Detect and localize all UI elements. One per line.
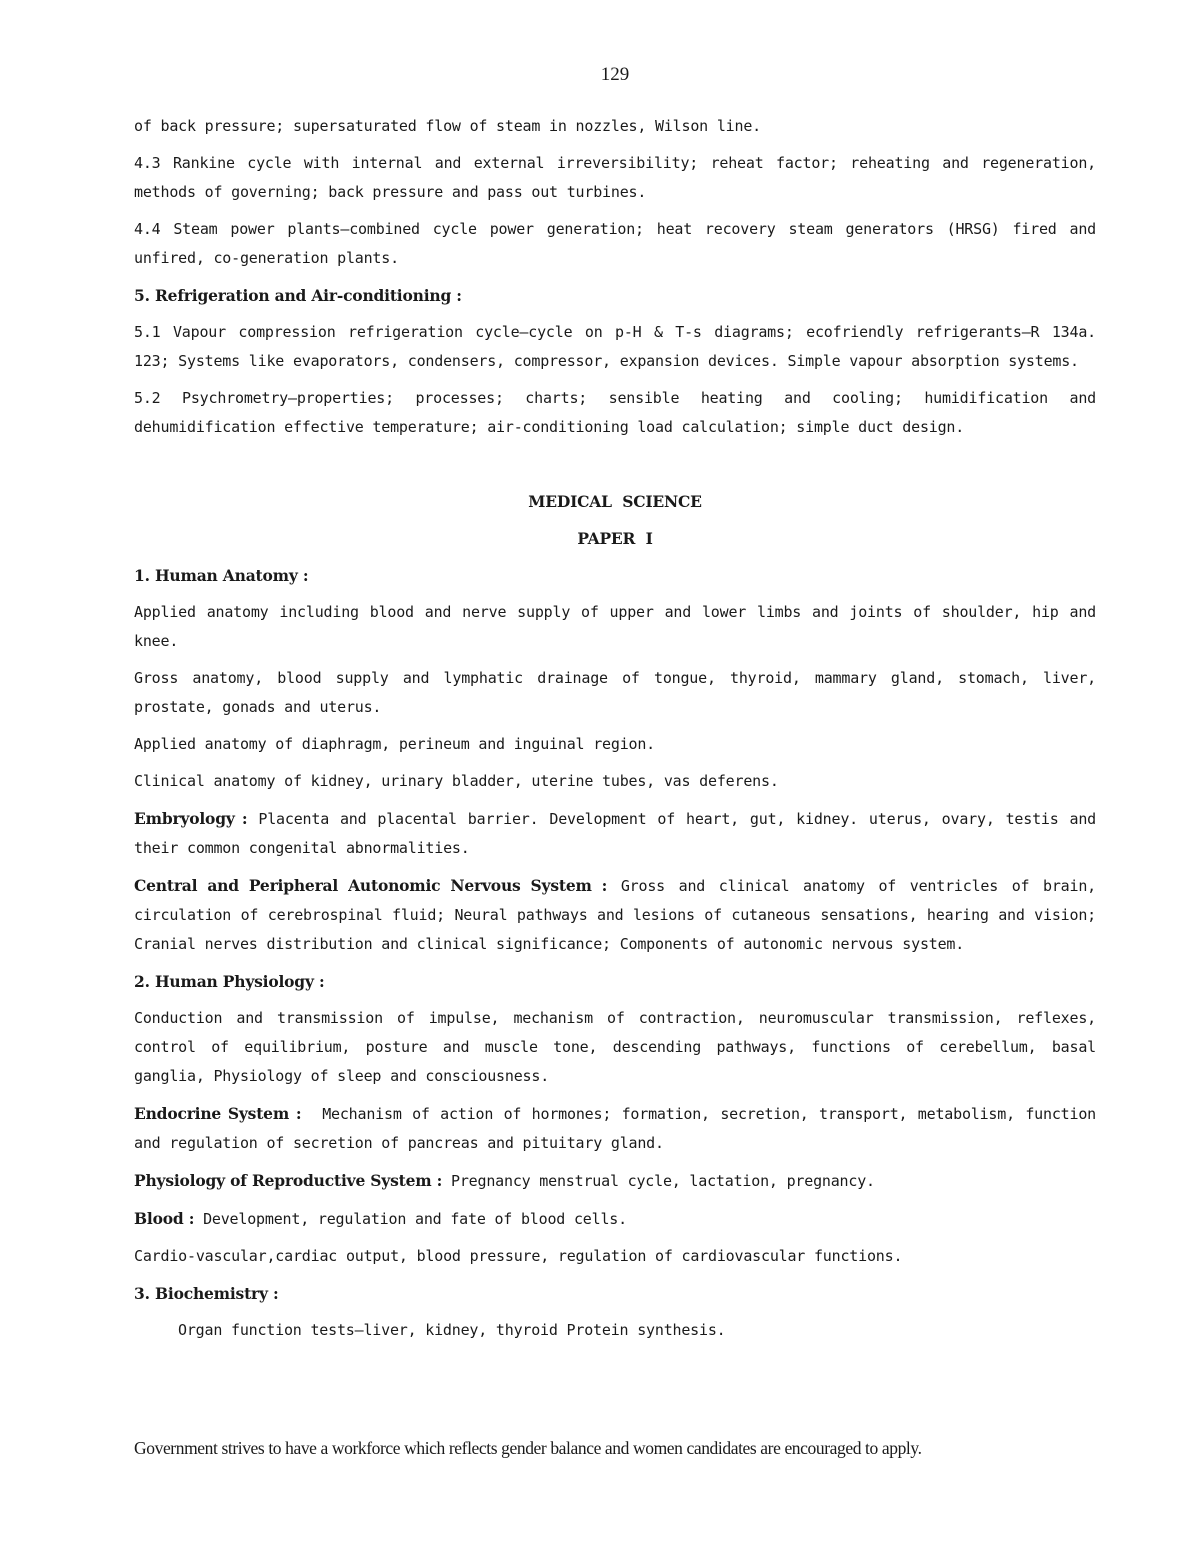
- page-content: [134, 112, 1105, 1353]
- section4-3-paragraph: 4.3 Rankine cycle with internal and external irreversibility; reheat factor; reheating and regeneration, methods of governing; back pressure and pass out turbines.: [134, 154, 1096, 201]
- human-physiology-heading: 2. Human Physiology :: [134, 972, 325, 991]
- section-gap: [134, 450, 1096, 487]
- blood-paragraph: [134, 1204, 1096, 1234]
- page-number: 129: [600, 64, 630, 85]
- endocrine-text: Mechanism of action of hormones; formation, secretion, transport, metabolism, function and regulation of secretion of pancreas and pituitary gland.: [134, 1105, 1105, 1152]
- section5-heading: 5. Refrigeration and Air-conditioning :: [134, 286, 462, 305]
- anatomy-paragraph-2: Gross anatomy, blood supply and lymphatic drainage of tongue, thyroid, mammary gland, stomach, liver, prostate, gonads and uterus.: [134, 669, 1096, 716]
- section5-2-paragraph: 5.2 Psychrometry—properties; processes; charts; sensible heating and cooling; humidification and dehumidification effective temperature; air-conditioning load calculation; simple duct design.: [134, 389, 1096, 436]
- blood-label: Blood :: [134, 1209, 195, 1228]
- footer-note: Government strives to have a workforce which reflects gender balance and women candidates are encouraged to apply.: [134, 1438, 922, 1458]
- embryology-text: Placenta and placental barrier. Development of heart, gut, kidney. uterus, ovary, testis and their common congenital abnormalities.: [134, 810, 1096, 857]
- human-anatomy-heading: 1. Human Anatomy :: [134, 566, 309, 585]
- reproductive-label: Physiology of Reproductive System :: [134, 1171, 443, 1190]
- section4-4-paragraph: 4.4 Steam power plants—combined cycle power generation; heat recovery steam generators (HRSG) fired and unfired, co-generation plants.: [134, 220, 1096, 267]
- cns-label: Central and Peripheral Autonomic Nervous System :: [134, 876, 608, 895]
- reproductive-paragraph: [134, 1166, 1096, 1196]
- physiology-paragraph-1: Conduction and transmission of impulse, mechanism of contraction, neuromuscular transmission, reflexes, control of equilibrium, posture and muscle tone, descending pathways, functions of cerebellum, basal ganglia, Physiology of sleep and consciousness.: [134, 1009, 1096, 1085]
- medical-science-title: MEDICAL SCIENCE: [528, 492, 702, 511]
- biochemistry-paragraph: Organ function tests—liver, kidney, thyroid Protein synthesis.: [178, 1321, 726, 1339]
- cardio-paragraph: Cardio-vascular,cardiac output, blood pressure, regulation of cardiovascular functions.: [134, 1247, 903, 1265]
- section4-continuation: of back pressure; supersaturated flow of steam in nozzles, Wilson line.: [134, 117, 761, 135]
- reproductive-text: Pregnancy menstrual cycle, lactation, pregnancy.: [442, 1172, 875, 1190]
- embryology-label: Embryology :: [134, 809, 248, 828]
- endocrine-paragraph: [134, 1099, 1105, 1158]
- cns-paragraph: [134, 871, 1096, 959]
- anatomy-paragraph-4: Clinical anatomy of kidney, urinary bladder, uterine tubes, vas deferens.: [134, 772, 779, 790]
- endocrine-label: Endocrine System :: [134, 1104, 302, 1123]
- embryology-paragraph: [134, 804, 1096, 863]
- blood-text: Development, regulation and fate of blood cells.: [194, 1210, 627, 1228]
- paper-title: PAPER I: [577, 529, 653, 548]
- anatomy-paragraph-3: Applied anatomy of diaphragm, perineum and inguinal region.: [134, 735, 656, 753]
- cns-text: Gross and clinical anatomy of ventricles of brain, circulation of cerebrospinal fluid; Neural pathways and lesions of cutaneous sensations, hearing and vision; Cranial nerves distribution and clinical significance; Components of autonomic nervous system.: [134, 877, 1096, 953]
- biochemistry-heading: 3. Biochemistry :: [134, 1284, 279, 1303]
- anatomy-paragraph-1: Applied anatomy including blood and nerve supply of upper and lower limbs and joints of shoulder, hip and knee.: [134, 603, 1096, 650]
- section5-1-paragraph: 5.1 Vapour compression refrigeration cycle—cycle on p-H & T-s diagrams; ecofriendly refrigerants—R 134a. 123; Systems like evaporators, condensers, compressor, expansion devices. Simple vapour absorption systems.: [134, 323, 1096, 370]
